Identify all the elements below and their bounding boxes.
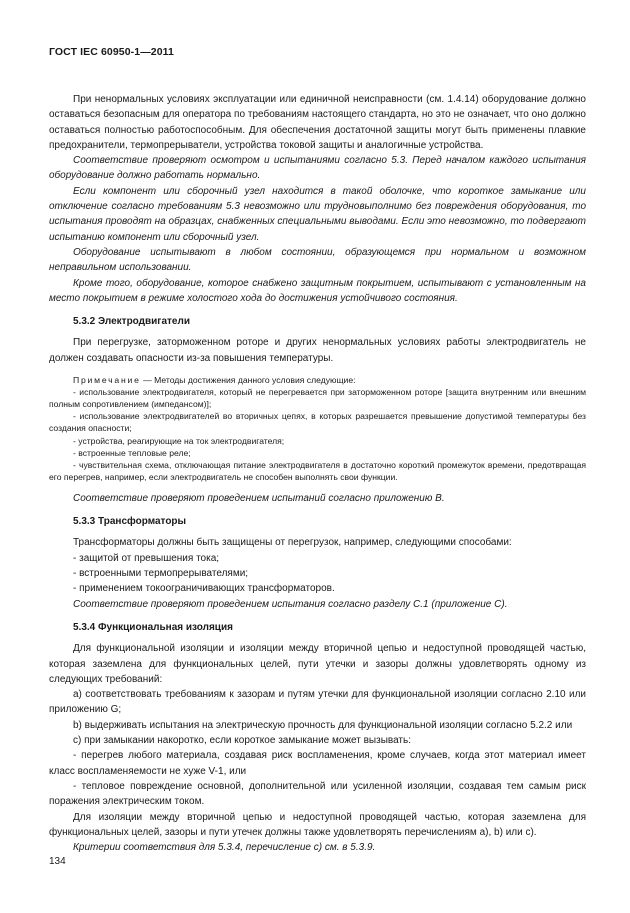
paragraph: Трансформаторы должны быть защищены от перегрузок, например, следующими способами: — [73, 537, 512, 549]
paragraph: При ненормальных условиях эксплуатации или единичной неисправности (см. 1.4.14) оборудование должно оставаться безопасным для оператора по требованиям настоящего стандарта, но это не означает, что оно должно оставаться полностью работоспособным. Для обеспечения достаточной защиты могут быть применены плавкие предохранители, термопрерыватели, устройства токовой защиты и аналогичные устройства. — [49, 94, 586, 151]
note-text: — Методы достижения данного условия следующие: — [140, 375, 356, 386]
list-item: b) выдерживать испытания на электрическую прочность для функциональной изоляции согласно 5.2.2 или — [73, 719, 573, 731]
list-item: - встроенными термопрерывателями; — [73, 568, 249, 580]
compliance-paragraph: Соответствие проверяют проведением испытания согласно разделу С.1 (приложение С). — [73, 598, 508, 610]
paragraph: Если компонент или сборочный узел находится в такой оболочке, что короткое замыкание или отключение согласно требованиям 5.3 невозможно или трудновыполнимо без повреждения оборудования, то испытания проводят на образцах, снабженных специальными выводами. Если это невозможно, то подвергают испытанию компонент или сборочный узел. — [49, 185, 586, 243]
list-item: - применением токоограничивающих трансформаторов. — [73, 583, 335, 595]
document-body — [49, 92, 586, 855]
section-heading-5-3-4: 5.3.4 Функциональная изоляция — [73, 621, 233, 633]
paragraph: Кроме того, оборудование, которое снабжено защитным покрытием, испытывают с установленным на место покрытием в режиме холостого хода до достижения устойчивого состояния. — [49, 277, 586, 304]
sub-list-item: - тепловое повреждение основной, дополнительной или усиленной изоляции, создавая тем самым риск поражения электрическим током. — [49, 780, 586, 808]
page-number: 134 — [49, 856, 66, 867]
note-item: - использование электродвигателей во вторичных цепях, в которых разрешается превышение допустимой температуры без создания опасности; — [49, 411, 586, 434]
sub-list-item: - перегрев любого материала, создавая риск воспламенения, кроме случаев, когда этот материал имеет класс воспламеняемости не хуже V-1, или — [49, 750, 586, 777]
note-item: - чувствительная схема, отключающая питание электродвигателя в достаточно короткий промежуток времени, предотвращая его перегрев, например, если электродвигатель не способен выполнять свои функции. — [49, 459, 586, 482]
note-label: Примечание — [73, 375, 141, 386]
paragraph: Оборудование испытывают в любом состоянии, образующемся при нормальном и возможном неправильном использовании. — [49, 246, 586, 274]
note-item: - устройства, реагирующие на ток электродвигателя; — [73, 435, 285, 446]
list-item: с) при замыкании накоротко, если короткое замыкание может вызывать: — [73, 735, 411, 747]
note-intro — [49, 374, 586, 386]
section-heading-5-3-2: 5.3.2 Электродвигатели — [73, 316, 190, 328]
list-item: - защитой от превышения тока; — [73, 552, 220, 564]
paragraph: Для функциональной изоляции и изоляции между вторичной цепью и недоступной проводящей частью, которая заземлена для функциональных целей, пути утечки и зазоры должны удовлетворять одному из следующих требований: — [49, 643, 586, 685]
note-item: - встроенные тепловые реле; — [73, 447, 191, 458]
compliance-paragraph: Соответствие проверяют осмотром и испытаниями согласно 5.3. Перед началом каждого испытания оборудование должно работать нормально. — [49, 155, 586, 182]
compliance-paragraph: Критерии соответствия для 5.3.4, перечисление с) см. в 5.3.9. — [73, 842, 376, 854]
note-item: - использование электродвигателя, который не перегревается при заторможенном роторе [защита внутренним или внешним полным сопротивлением (импедансом)]; — [49, 387, 586, 410]
paragraph: При перегрузке, заторможенном роторе и других ненормальных условиях работы электродвигатель не должен создавать опасности из-за повышения температуры. — [49, 337, 586, 364]
standard-header: ГОСТ IEC 60950-1—2011 — [49, 46, 174, 58]
list-item: а) соответствовать требованиям к зазорам и путям утечки для функциональной изоляции согласно 2.10 или приложению G; — [49, 689, 586, 716]
paragraph: Для изоляции между вторичной цепью и недоступной проводящей частью, которая заземлена для функциональных целей, зазоры и пути утечек должны также удовлетворять перечислениям а), b) или с). — [49, 811, 586, 838]
compliance-paragraph: Соответствие проверяют проведением испытаний согласно приложению В. — [73, 492, 445, 504]
section-heading-5-3-3: 5.3.3 Трансформаторы — [73, 516, 187, 528]
